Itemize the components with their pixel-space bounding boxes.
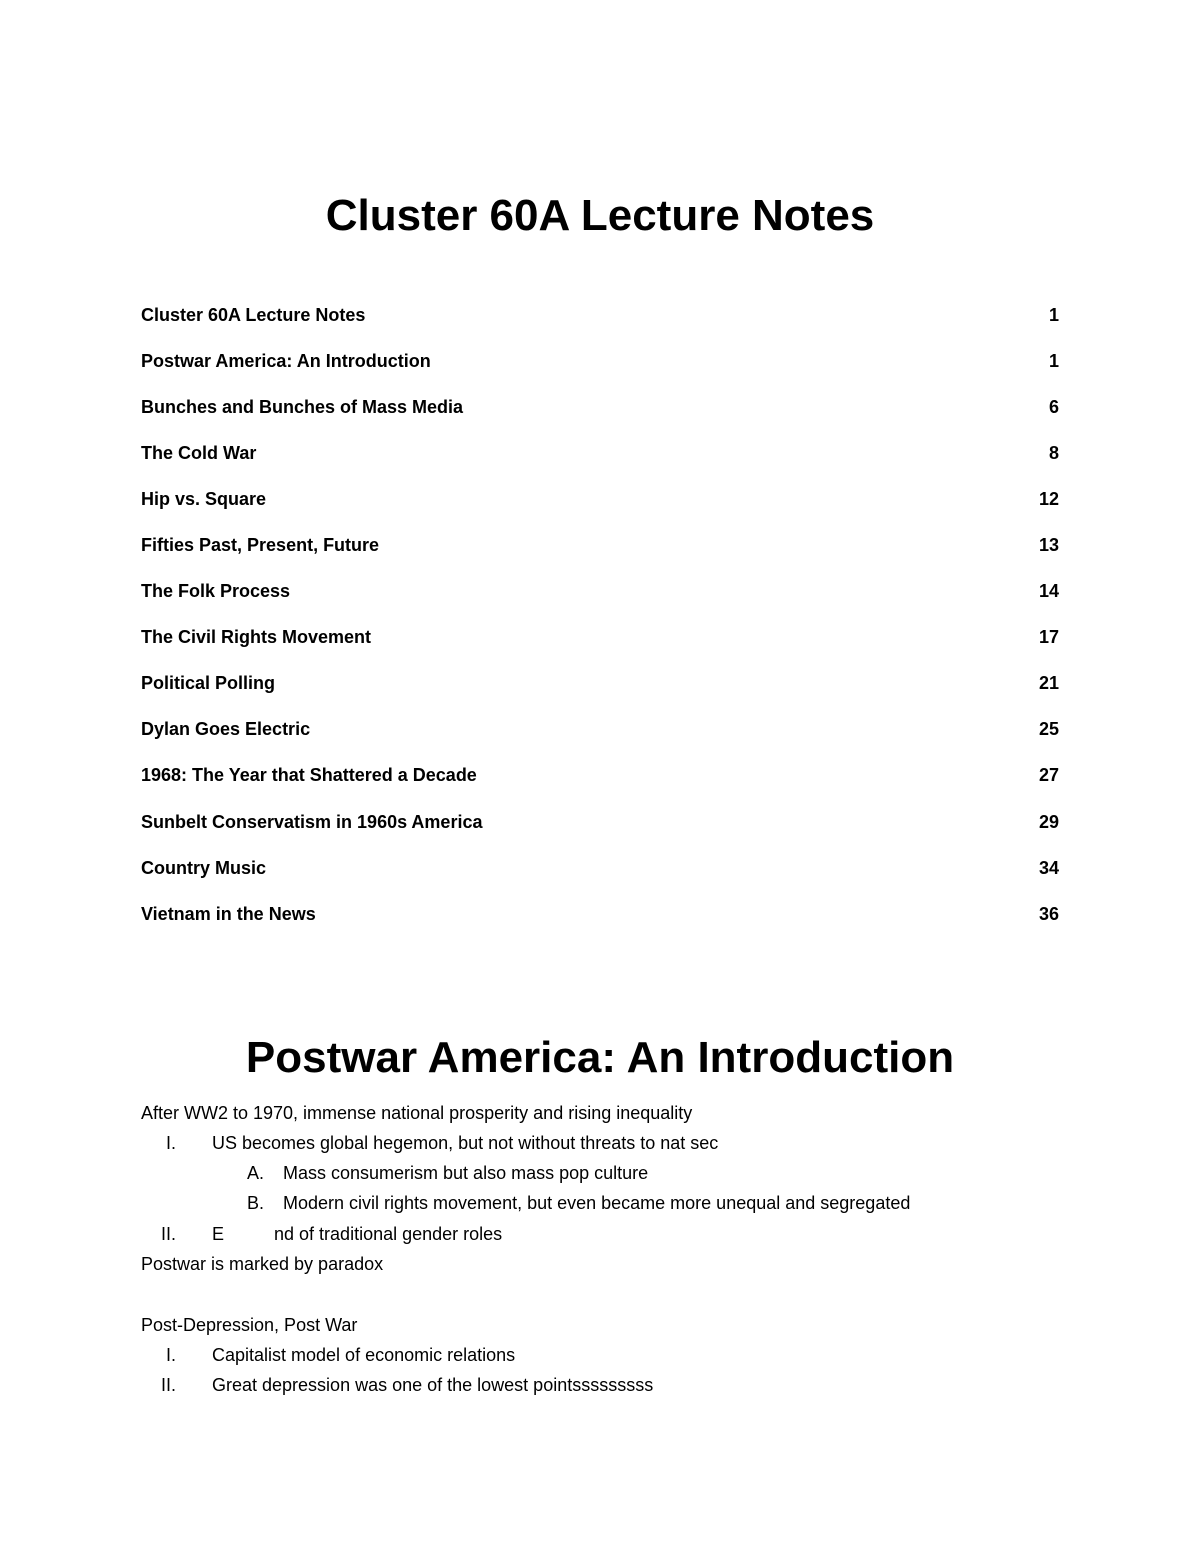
- toc-entry[interactable]: [141, 615, 1059, 661]
- toc-entry[interactable]: [141, 522, 1059, 568]
- toc-entry[interactable]: [141, 338, 1059, 384]
- toc-entry-page: 36: [1038, 903, 1059, 924]
- toc-entry-page: 29: [1038, 811, 1059, 832]
- intro-line: After WW2 to 1970, immense national prosperity and rising inequality: [141, 1103, 693, 1123]
- toc-entry[interactable]: [141, 292, 1059, 338]
- toc-entry-page: 13: [1038, 535, 1059, 556]
- outline-item: Mass consumerism but also mass pop culture: [283, 1163, 649, 1183]
- toc-entry-page: 1: [1048, 304, 1059, 325]
- outline-item: Modern civil rights movement, but even became more unequal and segregated: [283, 1193, 911, 1213]
- toc-entry-page: 25: [1038, 719, 1059, 740]
- outline-item: Great depression was one of the lowest pointsssssssss: [212, 1375, 654, 1395]
- toc-entry[interactable]: [141, 845, 1059, 891]
- toc-entry-title: The Folk Process: [141, 581, 291, 602]
- document-title: Cluster 60A Lecture Notes: [325, 191, 875, 240]
- toc-entry-page: 27: [1038, 765, 1059, 786]
- toc-entry[interactable]: [141, 661, 1059, 707]
- toc-entry-page: 21: [1038, 673, 1059, 694]
- toc-entry-page: 1: [1048, 350, 1059, 371]
- subheading-line: Post-Depression, Post War: [141, 1315, 358, 1335]
- outline-marker: A.: [246, 1163, 264, 1183]
- toc-entry-title: 1968: The Year that Shattered a Decade: [141, 765, 477, 786]
- toc-entry[interactable]: [141, 753, 1059, 799]
- toc-entry-page: 8: [1048, 442, 1059, 463]
- toc-entry-title: Country Music: [141, 857, 267, 878]
- toc-entry[interactable]: [141, 430, 1059, 476]
- section-heading: Postwar America: An Introduction: [245, 1033, 955, 1082]
- outline-item: Capitalist model of economic relations: [212, 1345, 516, 1365]
- outline-marker: II.: [160, 1224, 176, 1244]
- toc-entry-title: The Cold War: [141, 442, 257, 463]
- toc-entry[interactable]: [141, 384, 1059, 430]
- toc-entry-title: The Civil Rights Movement: [141, 627, 372, 648]
- toc-entry-page: 12: [1038, 488, 1059, 509]
- toc-entry-title: Hip vs. Square: [141, 488, 267, 509]
- toc-entry-title: Postwar America: An Introduction: [141, 350, 431, 371]
- toc-entry-title: Fifties Past, Present, Future: [141, 535, 380, 556]
- toc-entry-title: Sunbelt Conservatism in 1960s America: [141, 811, 483, 832]
- toc-entry[interactable]: [141, 569, 1059, 615]
- paradox-line: Postwar is marked by paradox: [141, 1254, 384, 1274]
- toc-entry-title: Cluster 60A Lecture Notes: [141, 304, 366, 325]
- toc-entry[interactable]: [141, 799, 1059, 845]
- outline-marker: B.: [246, 1193, 264, 1213]
- toc-entry-title: Dylan Goes Electric: [141, 719, 311, 740]
- toc-entry-title: Vietnam in the News: [141, 903, 316, 924]
- outline-marker: I.: [165, 1133, 176, 1153]
- toc-entry[interactable]: [141, 476, 1059, 522]
- toc-entry[interactable]: [141, 707, 1059, 753]
- outline-item: US becomes global hegemon, but not without threats to nat sec: [212, 1133, 719, 1153]
- table-of-contents: [141, 292, 1059, 937]
- toc-entry-page: 17: [1038, 627, 1059, 648]
- outline-marker: I.: [165, 1345, 176, 1365]
- toc-entry[interactable]: [141, 891, 1059, 937]
- toc-entry-title: Political Polling: [141, 673, 276, 694]
- toc-entry-title: Bunches and Bunches of Mass Media: [141, 396, 464, 417]
- toc-entry-page: 34: [1038, 857, 1059, 878]
- outline-marker: II.: [160, 1375, 176, 1395]
- toc-entry-page: 14: [1038, 581, 1059, 602]
- outline-item: E nd of traditional gender roles: [212, 1224, 503, 1244]
- toc-entry-page: 6: [1048, 396, 1059, 417]
